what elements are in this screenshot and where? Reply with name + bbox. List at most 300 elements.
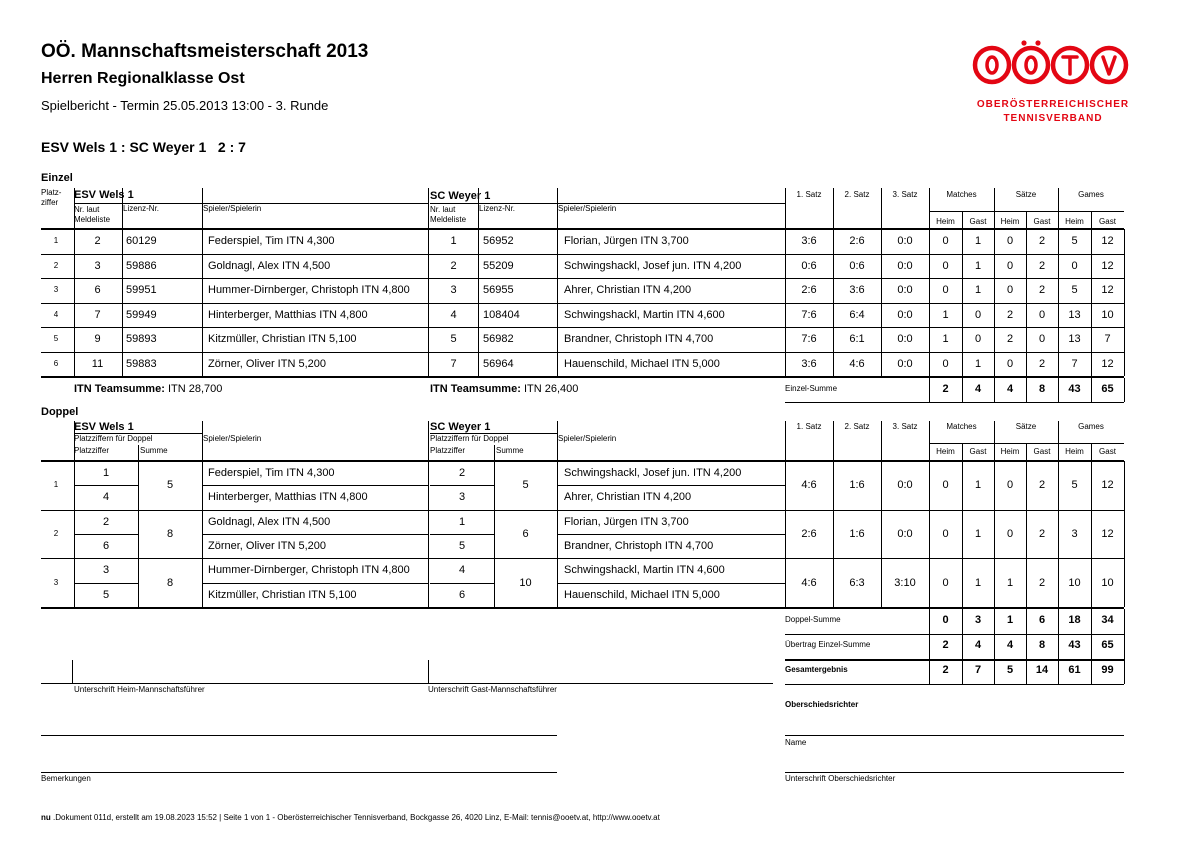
- rule-line: [430, 534, 494, 535]
- rule-line: [1091, 229, 1092, 254]
- platz-cell: 1: [53, 236, 59, 245]
- rule-line: [929, 659, 930, 684]
- nr-cell: 2: [94, 235, 101, 247]
- lizenz-cell: 60129: [126, 235, 157, 247]
- platz-cell: 4: [53, 309, 59, 319]
- rule-line: [74, 461, 75, 510]
- home-team-label: ESV Wels 1: [74, 421, 134, 433]
- doppel-sum-label: Doppel-Summe: [785, 615, 841, 624]
- rule-line: [494, 461, 495, 510]
- games-heim-cell: 13: [1068, 308, 1081, 321]
- rule-line: [557, 278, 558, 303]
- summe-header: Summe: [496, 446, 524, 455]
- matches-heim-cell: 0: [942, 259, 949, 272]
- rule-line: [785, 684, 1124, 685]
- name-label: Name: [785, 738, 807, 747]
- rule-line: [1026, 634, 1027, 659]
- games-heim-cell: 5: [1071, 479, 1078, 492]
- platzziffer-cell: 4: [102, 491, 110, 504]
- satz3-cell: 0:0: [897, 357, 913, 370]
- rule-line: [1058, 254, 1059, 279]
- platzziffer-cell: 1: [458, 515, 466, 528]
- nr-cell: 2: [450, 259, 457, 272]
- platzziffern-header: Platzziffern für Doppel: [74, 434, 153, 443]
- saetze-gast-cell: 2: [1038, 284, 1046, 296]
- rule-line: [994, 659, 995, 684]
- footer-prefix: nu: [41, 813, 51, 822]
- games-heim-cell: 10: [1068, 576, 1081, 589]
- rule-line: [74, 229, 75, 254]
- rule-line: [428, 327, 429, 352]
- doppel-nr-cell: 3: [53, 577, 59, 587]
- rule-line: [1091, 254, 1092, 279]
- matches-header: Matches: [946, 422, 977, 431]
- summe-cell: 5: [166, 479, 174, 492]
- rule-line: [994, 609, 995, 634]
- rule-line: [929, 609, 930, 634]
- rule-line: [122, 278, 123, 303]
- rule-line: [1124, 510, 1125, 559]
- saetze-header: Sätze: [1015, 190, 1037, 199]
- rule-line: [41, 735, 557, 736]
- rule-line: [1091, 443, 1092, 460]
- rule-line: [557, 229, 558, 254]
- rule-line: [833, 278, 834, 303]
- lizenz-cell: 56982: [483, 333, 514, 345]
- rule-line: [202, 485, 428, 486]
- rule-line: [962, 327, 963, 352]
- platz-cell: 5: [53, 334, 59, 343]
- rule-line: [833, 303, 834, 328]
- rule-line: [785, 659, 1124, 661]
- rule-line: [994, 229, 995, 254]
- gast-header: Gast: [969, 217, 987, 226]
- matches-gast-cell: 0: [974, 308, 982, 321]
- rule-line: [1026, 378, 1027, 402]
- rule-line: [1058, 558, 1059, 607]
- heim-header: Heim: [1065, 447, 1084, 456]
- rule-line: [1124, 278, 1125, 303]
- satz3-header: 3. Satz: [892, 190, 918, 199]
- rule-line: [41, 683, 773, 684]
- rule-line: [994, 510, 995, 559]
- matchup: ESV Wels 1 : SC Weyer 1: [41, 139, 207, 155]
- rule-line: [785, 772, 1124, 773]
- matches-gast-cell: 1: [974, 527, 982, 540]
- satz3-cell: 0:0: [897, 259, 913, 272]
- guest-itn-sum: [430, 384, 578, 395]
- rule-line: [881, 327, 882, 352]
- rule-line: [881, 229, 882, 254]
- rule-line: [428, 660, 429, 683]
- platzziffer-cell: 6: [458, 588, 466, 601]
- summe-cell: 10: [519, 576, 532, 589]
- doppel-sum-cell: 34: [1101, 614, 1114, 626]
- satz2-cell: 4:6: [849, 357, 865, 370]
- player-cell: Federspiel, Tim ITN 4,300: [208, 467, 335, 479]
- doppel-sum-cell: 18: [1068, 614, 1081, 626]
- player-cell: Ahrer, Christian ITN 4,200: [564, 284, 692, 296]
- rule-line: [785, 558, 786, 607]
- satz1-cell: 4:6: [801, 576, 817, 589]
- satz3-cell: 0:0: [897, 479, 913, 492]
- player-cell: Florian, Jürgen ITN 3,700: [564, 235, 689, 247]
- report-subtitle: Spielbericht - Termin 25.05.2013 13:00 - 3. Runde: [41, 98, 329, 113]
- rule-line: [994, 634, 995, 659]
- itn-label: ITN Teamsumme:: [430, 383, 521, 395]
- games-heim-cell: 5: [1071, 284, 1078, 296]
- rule-line: [929, 229, 930, 254]
- heim-header: Heim: [1065, 217, 1084, 226]
- rule-line: [1124, 327, 1125, 352]
- rule-line: [929, 278, 930, 303]
- rule-line: [138, 461, 139, 510]
- rule-line: [785, 461, 786, 510]
- rule-line: [478, 327, 479, 352]
- rule-line: [557, 188, 558, 228]
- rule-line: [994, 461, 995, 510]
- rule-line: [122, 352, 123, 377]
- spieler-header: Spieler/Spielerin: [203, 434, 262, 443]
- gesamt-cell: 99: [1101, 664, 1114, 676]
- einzel-sum-cell: 4: [974, 383, 982, 395]
- rule-line: [1058, 352, 1059, 377]
- matches-gast-cell: 0: [974, 333, 982, 345]
- rule-line: [833, 510, 834, 559]
- rule-line: [1058, 303, 1059, 328]
- matches-gast-cell: 1: [974, 576, 982, 589]
- rule-line: [74, 254, 75, 279]
- games-gast-cell: 12: [1101, 357, 1114, 370]
- games-heim-cell: 7: [1071, 357, 1078, 370]
- rule-line: [962, 443, 963, 460]
- player-cell: Zörner, Oliver ITN 5,200: [208, 539, 326, 552]
- matches-heim-cell: 0: [942, 235, 949, 247]
- summe-cell: 5: [522, 479, 529, 492]
- rule-line: [557, 421, 558, 460]
- platz-header: Platz- ziffer: [41, 188, 62, 207]
- summe-header: Summe: [140, 446, 168, 455]
- rule-line: [428, 188, 429, 228]
- rule-line: [1026, 303, 1027, 328]
- saetze-header: Sätze: [1015, 422, 1037, 431]
- saetze-heim-cell: 2: [1006, 333, 1014, 345]
- rule-line: [1124, 609, 1125, 634]
- rule-line: [557, 352, 558, 377]
- games-header: Games: [1078, 422, 1104, 431]
- rule-line: [478, 188, 479, 228]
- satz2-cell: 1:6: [849, 479, 865, 492]
- rule-line: [557, 534, 785, 535]
- saetze-heim-cell: 0: [1006, 527, 1014, 540]
- gast-signature-label: Unterschrift Gast-Mannschaftsführer: [428, 685, 557, 694]
- doppel-section-title: Doppel: [41, 406, 79, 418]
- rule-line: [929, 378, 930, 402]
- rule-line: [1091, 303, 1092, 328]
- rule-line: [962, 211, 963, 228]
- rule-line: [1026, 558, 1027, 607]
- osr-signature-label: Unterschrift Oberschiedsrichter: [785, 774, 896, 783]
- rule-line: [785, 634, 1124, 635]
- satz1-cell: 7:6: [801, 308, 817, 321]
- league-title: Herren Regionalklasse Ost: [41, 70, 245, 87]
- rule-line: [994, 254, 995, 279]
- rule-line: [430, 433, 557, 434]
- gast-header: Gast: [1033, 217, 1051, 226]
- nr-header: Nr. laut Meldeliste: [74, 205, 111, 224]
- matches-gast-cell: 1: [974, 259, 982, 272]
- platzziffer-cell: 4: [458, 564, 466, 577]
- rule-line: [1124, 352, 1125, 377]
- nr-cell: 5: [450, 333, 457, 345]
- lizenz-cell: 56952: [483, 235, 514, 247]
- gast-header: Gast: [1099, 217, 1116, 226]
- rule-line: [1091, 211, 1092, 228]
- einzel-sum-label: Einzel-Summe: [785, 384, 838, 393]
- rule-line: [1091, 510, 1092, 559]
- rule-line: [962, 254, 963, 279]
- rule-line: [202, 278, 203, 303]
- uebertrag-cell: 2: [942, 639, 949, 651]
- rule-line: [881, 510, 882, 559]
- rule-line: [929, 352, 930, 377]
- rule-line: [785, 303, 786, 328]
- rule-line: [428, 510, 429, 559]
- rule-line: [929, 461, 930, 510]
- saetze-gast-cell: 2: [1038, 576, 1046, 589]
- uebertrag-cell: 4: [974, 639, 982, 651]
- nr-cell: 4: [450, 308, 457, 321]
- rule-line: [1058, 461, 1059, 510]
- rule-line: [202, 558, 203, 607]
- saetze-heim-cell: 0: [1006, 259, 1014, 272]
- rule-line: [881, 461, 882, 510]
- einzel-sum-cell: 43: [1068, 383, 1081, 395]
- rule-line: [1026, 254, 1027, 279]
- rule-line: [994, 378, 995, 402]
- rule-line: [929, 558, 930, 607]
- player-cell: Schwingshackl, Josef jun. ITN 4,200: [564, 259, 742, 272]
- nr-cell: 9: [94, 333, 101, 345]
- rule-line: [122, 254, 123, 279]
- lizenz-cell: 56955: [483, 284, 514, 296]
- oberschiedsrichter-label: Oberschiedsrichter: [785, 700, 859, 709]
- rule-line: [1026, 510, 1027, 559]
- gesamt-cell: 7: [974, 664, 982, 676]
- gast-header: Gast: [1099, 447, 1116, 456]
- summe-cell: 6: [522, 527, 529, 540]
- rule-line: [1058, 609, 1059, 634]
- heim-header: Heim: [1000, 447, 1020, 456]
- itn-value: ITN 28,700: [167, 383, 223, 395]
- rule-line: [962, 510, 963, 559]
- summe-cell: 8: [166, 527, 174, 540]
- matches-gast-cell: 1: [974, 479, 982, 492]
- rule-line: [1058, 659, 1059, 684]
- rule-line: [1124, 461, 1125, 510]
- rule-line: [74, 583, 138, 584]
- saetze-gast-cell: 2: [1038, 235, 1046, 247]
- games-gast-cell: 12: [1101, 479, 1114, 492]
- rule-line: [557, 327, 558, 352]
- games-header: Games: [1078, 190, 1104, 199]
- doppel-sum-cell: 1: [1006, 614, 1014, 626]
- uebertrag-cell: 4: [1006, 639, 1014, 651]
- doppel-sum-cell: 0: [942, 614, 949, 626]
- matches-header: Matches: [946, 190, 977, 199]
- rule-line: [1124, 303, 1125, 328]
- rule-line: [1058, 634, 1059, 659]
- itn-label: ITN Teamsumme:: [74, 383, 165, 395]
- satz2-cell: 6:3: [849, 576, 865, 589]
- heim-signature-label: Unterschrift Heim-Mannschaftsführer: [74, 685, 205, 694]
- rule-line: [785, 402, 1124, 403]
- satz2-cell: 6:1: [849, 333, 865, 345]
- rule-line: [202, 327, 203, 352]
- rule-line: [929, 303, 930, 328]
- gast-header: Gast: [1033, 447, 1051, 456]
- rule-line: [557, 510, 558, 559]
- rule-line: [428, 421, 429, 460]
- logo-line2: TENNISVERBAND: [1003, 113, 1103, 124]
- nr-cell: 11: [91, 357, 104, 370]
- gast-header: Gast: [969, 447, 987, 456]
- gesamt-label: Gesamtergebnis: [785, 665, 848, 674]
- satz1-header: 1. Satz: [796, 190, 822, 199]
- rule-line: [1091, 461, 1092, 510]
- rule-line: [74, 188, 75, 228]
- rule-line: [881, 558, 882, 607]
- matches-heim-cell: 0: [942, 284, 949, 296]
- satz1-cell: 7:6: [801, 333, 817, 345]
- rule-line: [1026, 609, 1027, 634]
- games-heim-cell: 5: [1071, 235, 1078, 247]
- rule-line: [1091, 558, 1092, 607]
- satz3-cell: 3:10: [894, 576, 916, 589]
- nr-cell: 1: [450, 235, 457, 247]
- heim-header: Heim: [1000, 217, 1020, 226]
- rule-line: [1058, 327, 1059, 352]
- rule-line: [833, 558, 834, 607]
- match-summary: [41, 140, 246, 154]
- rule-line: [202, 254, 203, 279]
- platzziffer-header: Platzziffer: [74, 446, 109, 455]
- saetze-heim-cell: 1: [1006, 576, 1014, 589]
- rule-line: [430, 583, 494, 584]
- doppel-nr-cell: 1: [53, 480, 59, 490]
- match-result: 2 : 7: [217, 139, 246, 155]
- rule-line: [74, 278, 75, 303]
- rule-line: [428, 254, 429, 279]
- nr-cell: 6: [94, 284, 101, 296]
- games-gast-cell: 12: [1101, 259, 1114, 272]
- rule-line: [881, 421, 882, 460]
- rule-line: [785, 278, 786, 303]
- rule-line: [428, 558, 429, 607]
- satz3-cell: 0:0: [897, 284, 913, 296]
- rule-line: [929, 421, 930, 460]
- games-heim-cell: 0: [1071, 259, 1078, 272]
- einzel-sum-cell: 65: [1101, 383, 1114, 395]
- player-cell: Kitzmüller, Christian ITN 5,100: [208, 333, 357, 345]
- rule-line: [478, 278, 479, 303]
- nr-cell: 7: [94, 308, 101, 321]
- rule-line: [430, 485, 494, 486]
- player-cell: Hauenschild, Michael ITN 5,000: [564, 588, 720, 601]
- rule-line: [557, 583, 785, 584]
- platzziffer-cell: 2: [102, 515, 110, 528]
- rule-line: [478, 303, 479, 328]
- rule-line: [202, 188, 203, 228]
- satz3-cell: 0:0: [897, 308, 913, 321]
- rule-line: [122, 303, 123, 328]
- home-team-label: ESV Wels 1: [74, 189, 134, 201]
- rule-line: [1091, 634, 1092, 659]
- satz2-cell: 3:6: [849, 284, 865, 296]
- lizenz-cell: 56964: [483, 357, 514, 370]
- rule-line: [202, 229, 203, 254]
- satz3-header: 3. Satz: [892, 422, 918, 431]
- satz3-cell: 0:0: [897, 527, 913, 540]
- lizenz-header: Lizenz-Nr.: [123, 204, 160, 213]
- rule-line: [202, 421, 203, 460]
- saetze-heim-cell: 0: [1006, 235, 1014, 247]
- rule-line: [833, 229, 834, 254]
- platzziffer-cell: 1: [102, 467, 110, 479]
- rule-line: [1124, 229, 1125, 254]
- player-cell: Brandner, Christoph ITN 4,700: [564, 539, 714, 552]
- rule-line: [1058, 421, 1059, 460]
- rule-line: [994, 278, 995, 303]
- matches-heim-cell: 1: [942, 308, 949, 321]
- rule-line: [881, 352, 882, 377]
- rule-line: [785, 188, 786, 228]
- saetze-heim-cell: 0: [1006, 479, 1014, 492]
- ooetv-logo: [972, 40, 1134, 124]
- rule-line: [994, 188, 995, 228]
- rule-line: [1124, 634, 1125, 659]
- doppel-sum-cell: 3: [974, 614, 982, 626]
- rule-line: [557, 558, 558, 607]
- rule-line: [962, 659, 963, 684]
- rule-line: [881, 188, 882, 228]
- rule-line: [122, 327, 123, 352]
- satz1-cell: 3:6: [801, 357, 817, 370]
- rule-line: [962, 461, 963, 510]
- rule-line: [430, 203, 785, 204]
- player-cell: Zörner, Oliver ITN 5,200: [208, 357, 326, 370]
- rule-line: [202, 534, 428, 535]
- player-cell: Hummer-Dirnberger, Christoph ITN 4,800: [208, 564, 410, 577]
- satz2-cell: 2:6: [849, 235, 865, 247]
- platzziffern-header: Platzziffern für Doppel: [430, 434, 509, 443]
- rule-line: [202, 303, 203, 328]
- rule-line: [74, 534, 138, 535]
- games-heim-cell: 3: [1071, 527, 1078, 540]
- rule-line: [1091, 327, 1092, 352]
- player-cell: Hinterberger, Matthias ITN 4,800: [208, 308, 368, 321]
- rule-line: [962, 558, 963, 607]
- rule-line: [962, 352, 963, 377]
- gesamt-cell: 2: [942, 664, 949, 676]
- games-gast-cell: 12: [1101, 284, 1114, 296]
- lizenz-cell: 108404: [483, 308, 520, 321]
- player-cell: Schwingshackl, Martin ITN 4,600: [564, 308, 725, 321]
- games-heim-cell: 13: [1068, 333, 1081, 345]
- saetze-gast-cell: 2: [1038, 259, 1046, 272]
- satz2-cell: 0:6: [849, 259, 865, 272]
- satz1-cell: 2:6: [801, 527, 817, 540]
